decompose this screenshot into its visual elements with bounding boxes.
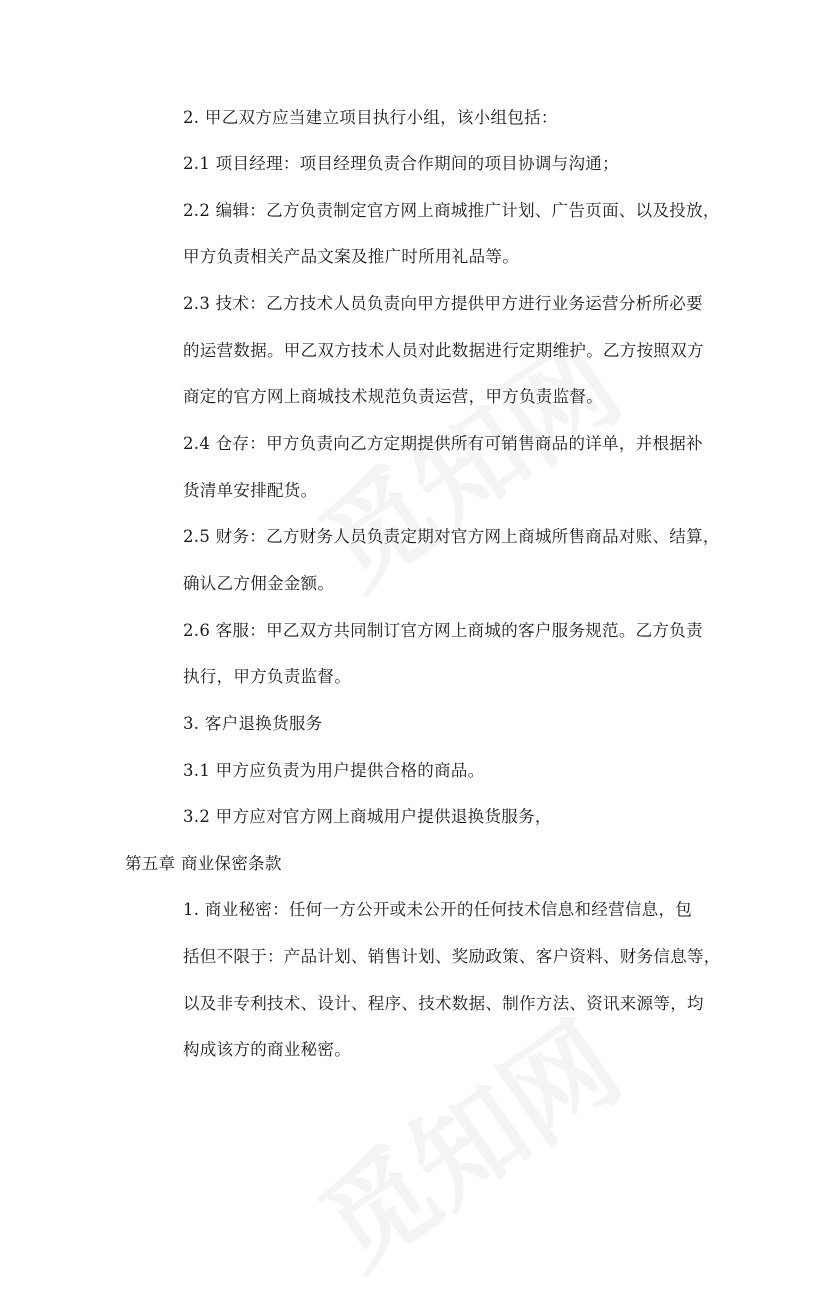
text-line: 3. 客户退换货服务 [183,714,323,733]
text-line: 3.2 甲方应对官方网上商城用户提供退换货服务， [183,807,552,826]
text-line: 括但不限于：产品计划、销售计划、奖励政策、客户资料、财务信息等， [183,947,721,966]
text-line: 2.2 编辑：乙方负责制定官方网上商城推广计划、广告页面、以及投放， [183,201,720,220]
watermark [285,980,646,1298]
text-line: 构成该方的商业秘密。 [183,1040,351,1059]
text-line: 商定的官方网上商城技术规范负责运营，甲方负责监督。 [183,387,603,406]
text-line: 甲方负责相关产品文案及推广时所用礼品等。 [183,247,519,266]
text-line: 确认乙方佣金金额。 [183,574,335,593]
text-line: 2.4 仓存：甲方负责向乙方定期提供所有可销售商品的详单，并根据补 [183,434,703,453]
text-line: 2.1 项目经理：项目经理负责合作期间的项目协调与沟通； [183,154,619,173]
chapter-heading: 第五章 商业保密条款 [125,854,282,873]
text-line: 2.5 财务：乙方财务人员负责定期对官方网上商城所售商品对账、结算， [183,527,720,546]
text-line: 2.3 技术：乙方技术人员负责向甲方提供甲方进行业务运营分析所必要 [183,294,703,313]
text-line: 货清单安排配货。 [183,481,318,500]
text-line: 以及非专利技术、设计、程序、技术数据、制作方法、资讯来源等，均 [183,994,704,1013]
text-line: 1. 商业秘密：任何一方公开或未公开的任何技术信息和经营信息，包 [183,900,693,919]
text-line: 2. 甲乙双方应当建立项目执行小组，该小组包括： [183,108,558,127]
text-line: 2.6 客服：甲乙双方共同制订官方网上商城的客户服务规范。乙方负责 [183,621,703,640]
text-line: 3.1 甲方应负责为用户提供合格的商品。 [183,761,485,780]
text-line: 的运营数据。甲乙双方技术人员对此数据进行定期维护。乙方按照双方 [183,341,704,360]
text-line: 执行，甲方负责监督。 [183,667,351,686]
